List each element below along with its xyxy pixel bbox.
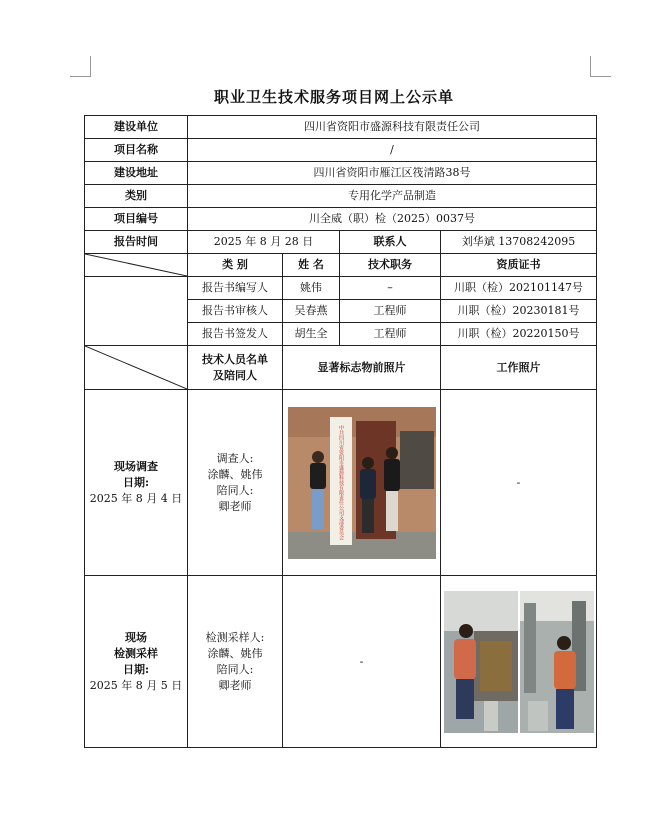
address-value: 四川省资阳市雁江区筏清路38号 — [188, 162, 597, 185]
sampling-label-line3: 日期: — [122, 662, 150, 676]
staff-cert-header: 资质证书 — [441, 254, 597, 277]
unit-label: 建设单位 — [85, 116, 188, 139]
staff-name: 吴春燕 — [283, 300, 340, 323]
staff-role: 报告书审核人 — [188, 300, 283, 323]
survey-label-line2: 日期: — [122, 475, 150, 489]
staff-name: 胡生全 — [283, 323, 340, 346]
sampling-work-photo-cell — [441, 576, 597, 748]
diagonal-header-cell — [85, 254, 188, 277]
staff-name-header: 姓 名 — [283, 254, 340, 277]
project-name-value: / — [188, 139, 597, 162]
sampling-staff-line: 陪同人: — [216, 662, 254, 676]
unit-value: 四川省资阳市盛源科技有限责任公司 — [188, 116, 597, 139]
sampling-landmark-photo-cell: - — [283, 576, 441, 748]
report-time-label: 报告时间 — [85, 231, 188, 254]
page-title: 职业卫生技术服务项目网上公示单 — [213, 88, 454, 106]
survey-work-photo-cell: - — [441, 390, 597, 576]
staff-row — [85, 277, 597, 300]
project-name-label: 项目名称 — [85, 139, 188, 162]
work-photo-left — [444, 591, 518, 733]
staff-list-header — [188, 346, 283, 390]
sampling-label-line2: 检测采样 — [114, 646, 158, 660]
row-unit — [85, 116, 597, 139]
staff-blank-cell — [85, 277, 188, 346]
staff-list-header-line2: 及陪同人 — [213, 368, 257, 382]
work-photo-header: 工作照片 — [441, 346, 597, 390]
staff-title-header: 技术职务 — [340, 254, 441, 277]
landmark-photo-header: 显著标志物前照片 — [283, 346, 441, 390]
staff-name: 姚伟 — [283, 277, 340, 300]
staff-category-header: 类 别 — [188, 254, 283, 277]
category-label: 类别 — [85, 185, 188, 208]
sampling-staff-line: 卿老师 — [218, 678, 252, 692]
project-no-label: 项目编号 — [85, 208, 188, 231]
sampling-label-line1: 现场 — [125, 630, 147, 644]
staff-title: 工程师 — [340, 323, 441, 346]
survey-label-line1: 现场调查 — [114, 459, 158, 473]
address-label: 建设地址 — [85, 162, 188, 185]
row-report-time — [85, 231, 597, 254]
survey-landmark-photo-cell — [283, 390, 441, 576]
sampling-staff-line: 涂麟、姚伟 — [207, 646, 263, 660]
staff-cert: 川职（检）202101147号 — [441, 277, 597, 300]
staff-cert: 川职（检）20230181号 — [441, 300, 597, 323]
survey-staff-line: 卿老师 — [218, 499, 252, 513]
page-corner-mark-right — [590, 56, 611, 77]
work-photo-right — [520, 591, 594, 733]
staff-title: 工程师 — [340, 300, 441, 323]
sign-board-text: 中共四川省资阳市盛源科技有限责任公司支部委员会 — [337, 424, 344, 540]
staff-cert: 川职（检）20220150号 — [441, 323, 597, 346]
row-project-no — [85, 208, 597, 231]
row-photo-header — [85, 346, 597, 390]
sampling-staff-cell — [188, 576, 283, 748]
diagonal-photo-header-cell — [85, 346, 188, 390]
page-corner-mark-left — [70, 56, 91, 77]
report-time-value: 2025 年 8 月 28 日 — [188, 231, 340, 254]
contact-value: 刘华斌 13708242095 — [441, 231, 597, 254]
landmark-photo — [288, 407, 436, 559]
category-value: 专用化学产品制造 — [188, 185, 597, 208]
sampling-staff-line: 检测采样人: — [205, 630, 265, 644]
sampling-date: 2025 年 8 月 5 日 — [89, 678, 183, 692]
survey-date-cell — [85, 390, 188, 576]
row-category — [85, 185, 597, 208]
staff-role: 报告书编写人 — [188, 277, 283, 300]
survey-staff-line: 调查人: — [216, 451, 254, 465]
row-project-name — [85, 139, 597, 162]
survey-staff-cell — [188, 390, 283, 576]
staff-list-header-line1: 技术人员名单 — [202, 352, 268, 366]
row-staff-header — [85, 254, 597, 277]
row-survey — [85, 390, 597, 576]
sampling-date-cell — [85, 576, 188, 748]
survey-staff-line: 涂麟、姚伟 — [207, 467, 263, 481]
staff-title: – — [340, 277, 441, 300]
survey-date: 2025 年 8 月 4 日 — [89, 491, 183, 505]
row-sampling — [85, 576, 597, 748]
row-address — [85, 162, 597, 185]
staff-role: 报告书签发人 — [188, 323, 283, 346]
disclosure-table — [84, 115, 597, 748]
project-no-value: 川全威（职）检（2025）0037号 — [188, 208, 597, 231]
contact-label: 联系人 — [340, 231, 441, 254]
survey-staff-line: 陪同人: — [216, 483, 254, 497]
